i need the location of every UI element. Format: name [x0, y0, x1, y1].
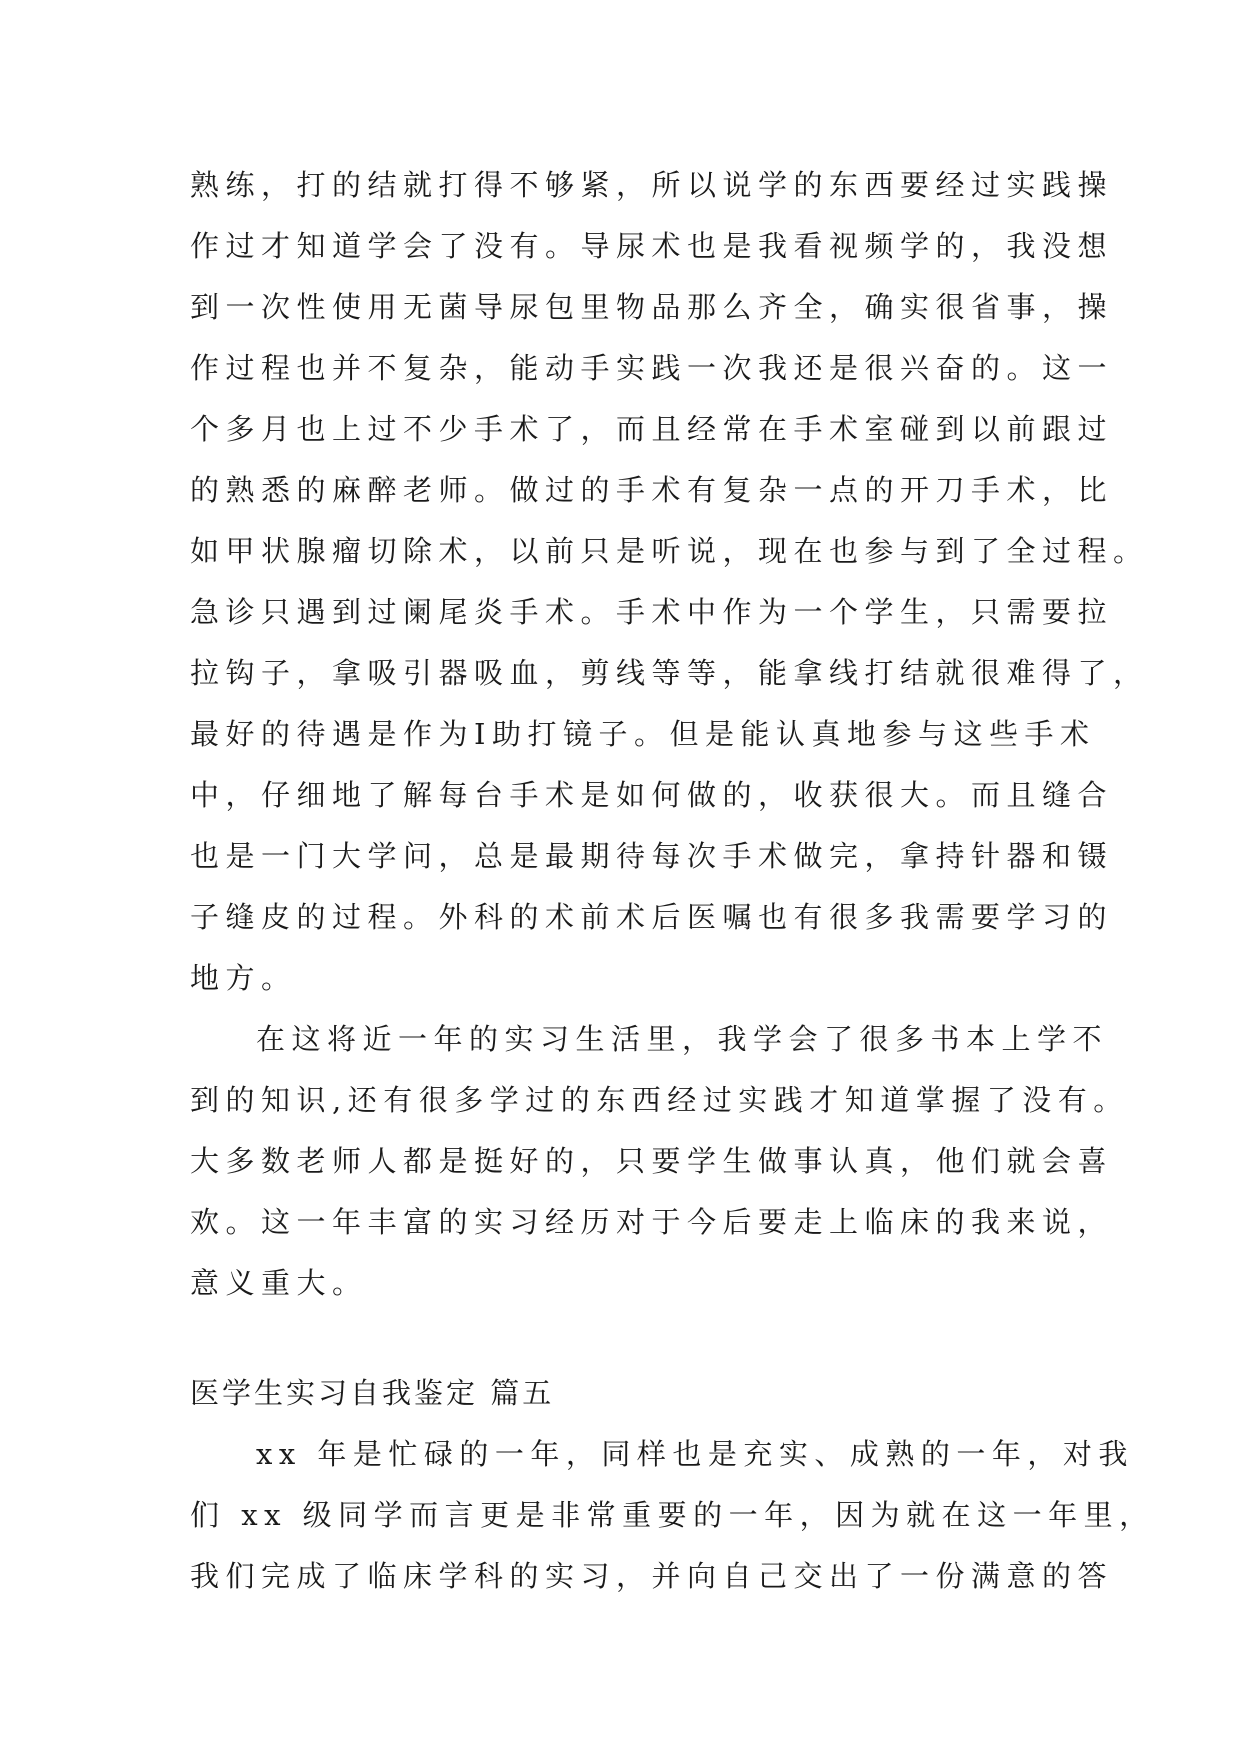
paragraph-line: 在这将近一年的实习生活里，我学会了很多书本上学不	[256, 1022, 1109, 1056]
paragraph-line: 最好的待遇是作为Ⅰ助打镜子。但是能认真地参与这些手术	[190, 717, 1096, 751]
paragraph-line: 个多月也上过不少手术了，而且经常在手术室碰到以前跟过	[190, 412, 1114, 446]
paragraph-line: 到的知识,还有很多学过的东西经过实践才知道掌握了没有。	[190, 1083, 1129, 1117]
paragraph-line: 我们完成了临床学科的实习，并向自己交出了一份满意的答	[190, 1559, 1114, 1593]
paragraph-line: 拉钩子，拿吸引器吸血，剪线等等，能拿线打结就很难得了，	[190, 656, 1149, 690]
paragraph-line: 如甲状腺瘤切除术，以前只是听说，现在也参与到了全过程。	[190, 534, 1149, 568]
paragraph-line: 地方。	[190, 961, 297, 995]
section-heading: 医学生实习自我鉴定 篇五	[190, 1376, 555, 1410]
paragraph-line: 作过程也并不复杂，能动手实践一次我还是很兴奋的。这一	[190, 351, 1114, 385]
paragraph-line: 意义重大。	[190, 1266, 368, 1300]
paragraph-line: 急诊只遇到过阑尾炎手术。手术中作为一个学生，只需要拉	[190, 595, 1114, 629]
paragraph-line: 的熟悉的麻醉老师。做过的手术有复杂一点的开刀手术，比	[190, 473, 1114, 507]
paragraph-line: xx 年是忙碌的一年，同样也是充实、成熟的一年，对我	[256, 1437, 1134, 1471]
paragraph-line: 到一次性使用无菌导尿包里物品那么齐全，确实很省事，操	[190, 290, 1114, 324]
paragraph-line: 们 xx 级同学而言更是非常重要的一年，因为就在这一年里，	[190, 1498, 1155, 1532]
paragraph-line: 大多数老师人都是挺好的，只要学生做事认真，他们就会喜	[190, 1144, 1114, 1178]
paragraph-line: 作过才知道学会了没有。导尿术也是我看视频学的，我没想	[190, 229, 1114, 263]
paragraph-line: 熟练，打的结就打得不够紧，所以说学的东西要经过实践操	[190, 168, 1114, 202]
paragraph-line: 中，仔细地了解每台手术是如何做的，收获很大。而且缝合	[190, 778, 1114, 812]
paragraph-line: 子缝皮的过程。外科的术前术后医嘱也有很多我需要学习的	[190, 900, 1114, 934]
paragraph-line: 欢。这一年丰富的实习经历对于今后要走上临床的我来说，	[190, 1205, 1114, 1239]
paragraph-line: 也是一门大学问，总是最期待每次手术做完，拿持针器和镊	[190, 839, 1114, 873]
